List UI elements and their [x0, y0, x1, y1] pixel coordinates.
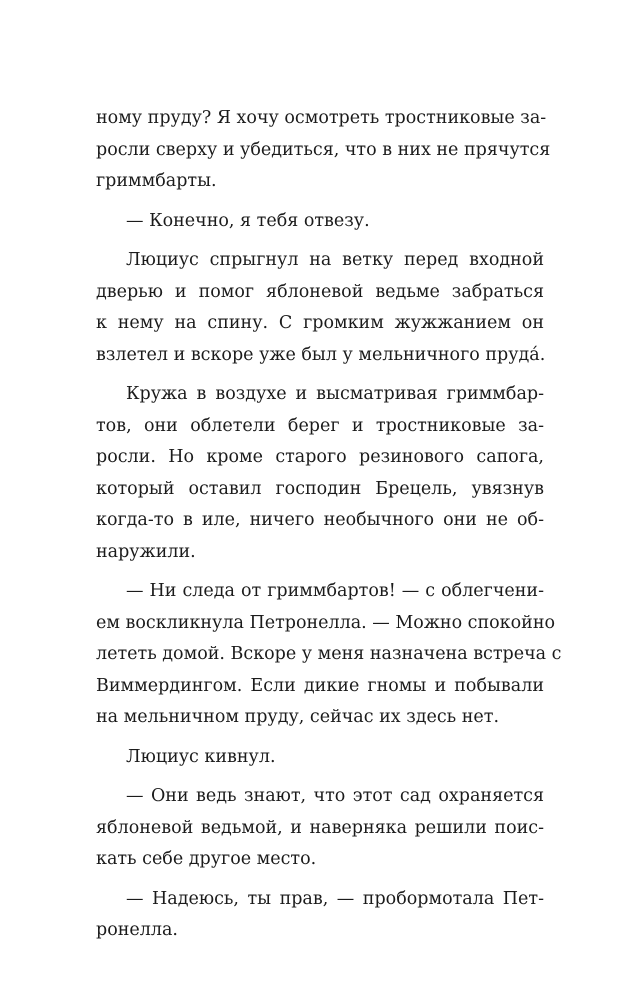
text-line: — Ни следа от гриммбартов! — с облегчени- — [126, 581, 544, 601]
text-line: гриммбарты. — [96, 171, 217, 191]
text-line: яблоневой ведьмой, и наверняка решили поис- — [96, 817, 544, 838]
paragraph-4 — [96, 379, 544, 568]
text-line: Люциус кивнул. — [126, 746, 276, 767]
text-line: ронелла. — [96, 920, 178, 940]
text-line: тов, они облетели берег и тростниковые за- — [96, 415, 544, 436]
text-line: когда-то в иле, ничего необычного они не об- — [96, 510, 544, 530]
paragraph-1 — [96, 103, 551, 198]
text-line: кать себе другое место. — [96, 849, 317, 869]
text-line: — Они ведь знают, что этот сад охраняется — [126, 786, 544, 806]
paragraph-3 — [96, 245, 544, 371]
text-line: который оставил господин Брецель, увязнув — [96, 478, 544, 499]
text-line: Люциус спрыгнул на ветку перед входной — [126, 250, 544, 270]
text-line: Виммердингом. Если дикие гномы и побывали — [96, 675, 544, 696]
text-line: на мельничном пруду, сейчас их здесь нет. — [96, 707, 500, 727]
text-line: росли. Но кроме старого резинового сапога, — [96, 447, 544, 467]
text-line: к нему на спину. С громким жужжанием он — [96, 313, 544, 333]
text-line: — Надеюсь, ты прав, — пробормотала Пет- — [126, 888, 544, 909]
text-line: взлетел и вскоре уже был у мельничного пруда́. — [96, 344, 546, 365]
text-line: наружили. — [96, 541, 196, 562]
paragraph-2 — [96, 206, 544, 238]
paragraph-6 — [96, 742, 544, 774]
text-line: ем воскликнула Петронелла. — Можно спокойно — [96, 612, 556, 633]
page-text — [96, 103, 562, 955]
text-line: ному пруду? Я хочу осмотреть тростниковые за- — [96, 108, 547, 128]
text-line: Кружа в воздухе и высматривая гриммбар- — [126, 384, 544, 404]
paragraph-7 — [96, 781, 544, 876]
paragraph-8 — [96, 884, 544, 947]
text-line: — Конечно, я тебя отвезу. — [126, 210, 370, 231]
paragraph-5 — [96, 576, 562, 734]
text-line: лететь домой. Вскоре у меня назначена встреча с — [96, 644, 562, 664]
text-line: дверью и помог яблоневой ведьме забраться — [96, 281, 544, 302]
text-line: росли сверху и убедиться, что в них не прячутся — [96, 139, 551, 160]
